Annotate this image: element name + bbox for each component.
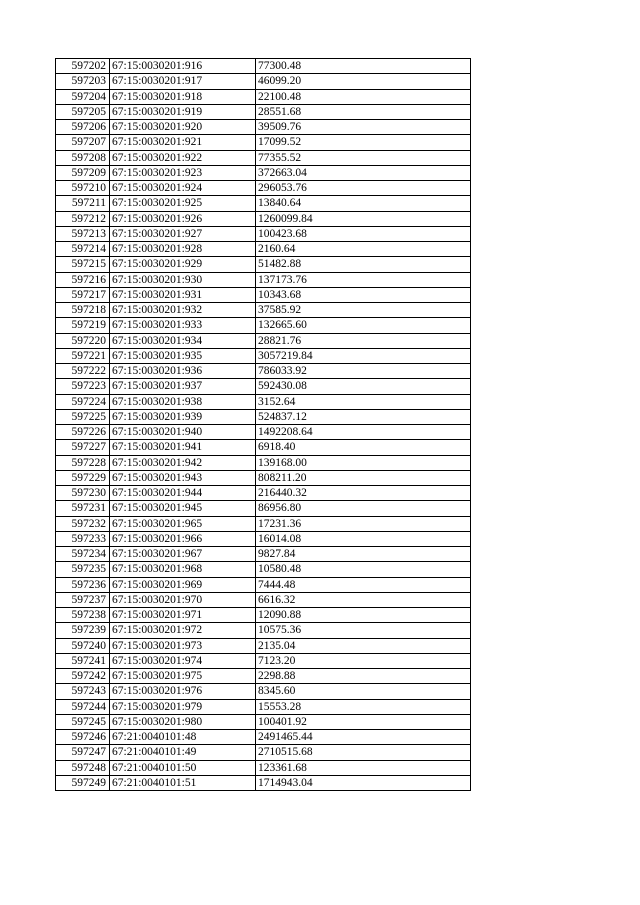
table-row (56, 394, 471, 409)
table-row (56, 455, 471, 470)
table-row (56, 531, 471, 546)
value-cell: 132665.60 (256, 318, 471, 333)
value-cell: 100401.92 (256, 714, 471, 729)
row-id-cell: 597217 (56, 287, 110, 302)
table-row (56, 74, 471, 89)
table-row (56, 318, 471, 333)
table-row (56, 425, 471, 440)
row-id-cell: 597228 (56, 455, 110, 470)
row-id-cell: 597203 (56, 74, 110, 89)
value-cell: 6918.40 (256, 440, 471, 455)
cadastral-number-cell: 67:15:0030201:968 (110, 562, 256, 577)
value-cell: 372663.04 (256, 165, 471, 180)
value-cell: 17099.52 (256, 135, 471, 150)
cadastral-number-cell: 67:15:0030201:973 (110, 638, 256, 653)
cadastral-number-cell: 67:15:0030201:941 (110, 440, 256, 455)
value-cell: 16014.08 (256, 531, 471, 546)
table-row (56, 516, 471, 531)
cadastral-number-cell: 67:15:0030201:920 (110, 120, 256, 135)
cadastral-number-cell: 67:15:0030201:917 (110, 74, 256, 89)
cadastral-number-cell: 67:15:0030201:925 (110, 196, 256, 211)
table-row (56, 211, 471, 226)
value-cell: 2135.04 (256, 638, 471, 653)
table-row (56, 440, 471, 455)
table-row (56, 104, 471, 119)
row-id-cell: 597227 (56, 440, 110, 455)
table-row (56, 89, 471, 104)
table-row (56, 730, 471, 745)
value-cell: 46099.20 (256, 74, 471, 89)
row-id-cell: 597214 (56, 242, 110, 257)
value-cell: 123361.68 (256, 760, 471, 775)
table-row (56, 409, 471, 424)
cadastral-number-cell: 67:15:0030201:924 (110, 181, 256, 196)
table-row (56, 592, 471, 607)
cadastral-number-cell: 67:15:0030201:980 (110, 714, 256, 729)
row-id-cell: 597204 (56, 89, 110, 104)
row-id-cell: 597235 (56, 562, 110, 577)
row-id-cell: 597236 (56, 577, 110, 592)
cadastral-number-cell: 67:15:0030201:926 (110, 211, 256, 226)
cadastral-number-cell: 67:15:0030201:945 (110, 501, 256, 516)
row-id-cell: 597207 (56, 135, 110, 150)
value-cell: 22100.48 (256, 89, 471, 104)
cadastral-number-cell: 67:15:0030201:971 (110, 608, 256, 623)
row-id-cell: 597229 (56, 470, 110, 485)
value-cell: 28551.68 (256, 104, 471, 119)
value-cell: 9827.84 (256, 547, 471, 562)
row-id-cell: 597221 (56, 348, 110, 363)
cadastral-number-cell: 67:21:0040101:50 (110, 760, 256, 775)
cadastral-number-cell: 67:15:0030201:940 (110, 425, 256, 440)
cadastral-number-cell: 67:15:0030201:966 (110, 531, 256, 546)
row-id-cell: 597224 (56, 394, 110, 409)
value-cell: 786033.92 (256, 364, 471, 379)
row-id-cell: 597215 (56, 257, 110, 272)
value-cell: 12090.88 (256, 608, 471, 623)
table-row (56, 242, 471, 257)
value-cell: 51482.88 (256, 257, 471, 272)
table-row (56, 547, 471, 562)
table-row (56, 379, 471, 394)
value-cell: 77300.48 (256, 59, 471, 74)
table-row (56, 760, 471, 775)
value-cell: 86956.80 (256, 501, 471, 516)
value-cell: 13840.64 (256, 196, 471, 211)
row-id-cell: 597239 (56, 623, 110, 638)
cadastral-number-cell: 67:15:0030201:916 (110, 59, 256, 74)
row-id-cell: 597246 (56, 730, 110, 745)
value-cell: 37585.92 (256, 303, 471, 318)
table-row (56, 669, 471, 684)
row-id-cell: 597223 (56, 379, 110, 394)
cadastral-number-cell: 67:21:0040101:48 (110, 730, 256, 745)
row-id-cell: 597225 (56, 409, 110, 424)
table-row (56, 181, 471, 196)
value-cell: 28821.76 (256, 333, 471, 348)
table-row (56, 562, 471, 577)
value-cell: 10580.48 (256, 562, 471, 577)
table-row (56, 623, 471, 638)
row-id-cell: 597226 (56, 425, 110, 440)
value-cell: 1492208.64 (256, 425, 471, 440)
row-id-cell: 597219 (56, 318, 110, 333)
cadastral-number-cell: 67:15:0030201:931 (110, 287, 256, 302)
value-cell: 7123.20 (256, 653, 471, 668)
value-cell: 216440.32 (256, 486, 471, 501)
value-cell: 139168.00 (256, 455, 471, 470)
table-row (56, 364, 471, 379)
cadastral-number-cell: 67:15:0030201:935 (110, 348, 256, 363)
row-id-cell: 597218 (56, 303, 110, 318)
value-cell: 2160.64 (256, 242, 471, 257)
cadastral-number-cell: 67:15:0030201:934 (110, 333, 256, 348)
row-id-cell: 597233 (56, 531, 110, 546)
cadastral-number-cell: 67:15:0030201:976 (110, 684, 256, 699)
row-id-cell: 597220 (56, 333, 110, 348)
cadastral-number-cell: 67:15:0030201:942 (110, 455, 256, 470)
cadastral-number-cell: 67:15:0030201:918 (110, 89, 256, 104)
cadastral-number-cell: 67:15:0030201:967 (110, 547, 256, 562)
row-id-cell: 597206 (56, 120, 110, 135)
row-id-cell: 597234 (56, 547, 110, 562)
cadastral-number-cell: 67:15:0030201:979 (110, 699, 256, 714)
cadastral-number-cell: 67:15:0030201:936 (110, 364, 256, 379)
value-cell: 2298.88 (256, 669, 471, 684)
row-id-cell: 597202 (56, 59, 110, 74)
value-cell: 592430.08 (256, 379, 471, 394)
value-cell: 1260099.84 (256, 211, 471, 226)
row-id-cell: 597208 (56, 150, 110, 165)
cadastral-number-cell: 67:15:0030201:965 (110, 516, 256, 531)
table-row (56, 59, 471, 74)
cadastral-number-cell: 67:15:0030201:937 (110, 379, 256, 394)
value-cell: 296053.76 (256, 181, 471, 196)
value-cell: 100423.68 (256, 226, 471, 241)
cadastral-number-cell: 67:15:0030201:923 (110, 165, 256, 180)
value-cell: 808211.20 (256, 470, 471, 485)
cadastral-number-cell: 67:15:0030201:928 (110, 242, 256, 257)
cadastral-number-cell: 67:15:0030201:922 (110, 150, 256, 165)
row-id-cell: 597212 (56, 211, 110, 226)
table-row (56, 226, 471, 241)
value-cell: 10343.68 (256, 287, 471, 302)
cadastral-value-table (55, 58, 471, 791)
table-row (56, 272, 471, 287)
cadastral-number-cell: 67:15:0030201:932 (110, 303, 256, 318)
row-id-cell: 597232 (56, 516, 110, 531)
table-row (56, 120, 471, 135)
value-cell: 3152.64 (256, 394, 471, 409)
value-cell: 17231.36 (256, 516, 471, 531)
table-row (56, 150, 471, 165)
table-row (56, 653, 471, 668)
row-id-cell: 597209 (56, 165, 110, 180)
cadastral-number-cell: 67:15:0030201:943 (110, 470, 256, 485)
cadastral-number-cell: 67:15:0030201:975 (110, 669, 256, 684)
cadastral-number-cell: 67:15:0030201:974 (110, 653, 256, 668)
value-cell: 7444.48 (256, 577, 471, 592)
cadastral-number-cell: 67:15:0030201:919 (110, 104, 256, 119)
table-row (56, 287, 471, 302)
table-row (56, 501, 471, 516)
table-row (56, 348, 471, 363)
cadastral-number-cell: 67:15:0030201:972 (110, 623, 256, 638)
table-row (56, 333, 471, 348)
cadastral-number-cell: 67:15:0030201:944 (110, 486, 256, 501)
row-id-cell: 597211 (56, 196, 110, 211)
cadastral-number-cell: 67:15:0030201:939 (110, 409, 256, 424)
table-row (56, 775, 471, 790)
value-cell: 1714943.04 (256, 775, 471, 790)
cadastral-number-cell: 67:21:0040101:51 (110, 775, 256, 790)
value-cell: 10575.36 (256, 623, 471, 638)
row-id-cell: 597242 (56, 669, 110, 684)
cadastral-number-cell: 67:15:0030201:969 (110, 577, 256, 592)
row-id-cell: 597205 (56, 104, 110, 119)
table-row (56, 257, 471, 272)
table-row (56, 577, 471, 592)
cadastral-number-cell: 67:15:0030201:930 (110, 272, 256, 287)
row-id-cell: 597240 (56, 638, 110, 653)
row-id-cell: 597248 (56, 760, 110, 775)
cadastral-number-cell: 67:21:0040101:49 (110, 745, 256, 760)
table-row (56, 135, 471, 150)
row-id-cell: 597231 (56, 501, 110, 516)
value-cell: 39509.76 (256, 120, 471, 135)
cadastral-number-cell: 67:15:0030201:927 (110, 226, 256, 241)
row-id-cell: 597247 (56, 745, 110, 760)
table-row (56, 303, 471, 318)
cadastral-number-cell: 67:15:0030201:970 (110, 592, 256, 607)
table-row (56, 699, 471, 714)
row-id-cell: 597249 (56, 775, 110, 790)
table-row (56, 608, 471, 623)
row-id-cell: 597222 (56, 364, 110, 379)
row-id-cell: 597244 (56, 699, 110, 714)
cadastral-number-cell: 67:15:0030201:921 (110, 135, 256, 150)
table-row (56, 745, 471, 760)
row-id-cell: 597216 (56, 272, 110, 287)
cadastral-number-cell: 67:15:0030201:929 (110, 257, 256, 272)
table-row (56, 638, 471, 653)
row-id-cell: 597230 (56, 486, 110, 501)
row-id-cell: 597245 (56, 714, 110, 729)
row-id-cell: 597213 (56, 226, 110, 241)
cadastral-number-cell: 67:15:0030201:938 (110, 394, 256, 409)
cadastral-number-cell: 67:15:0030201:933 (110, 318, 256, 333)
table-row (56, 165, 471, 180)
value-cell: 137173.76 (256, 272, 471, 287)
value-cell: 8345.60 (256, 684, 471, 699)
value-cell: 2710515.68 (256, 745, 471, 760)
row-id-cell: 597243 (56, 684, 110, 699)
table-row (56, 714, 471, 729)
value-cell: 2491465.44 (256, 730, 471, 745)
table-row (56, 196, 471, 211)
row-id-cell: 597237 (56, 592, 110, 607)
row-id-cell: 597238 (56, 608, 110, 623)
row-id-cell: 597210 (56, 181, 110, 196)
table-body (56, 59, 471, 791)
value-cell: 15553.28 (256, 699, 471, 714)
row-id-cell: 597241 (56, 653, 110, 668)
value-cell: 6616.32 (256, 592, 471, 607)
value-cell: 524837.12 (256, 409, 471, 424)
table-row (56, 470, 471, 485)
table-row (56, 486, 471, 501)
value-cell: 77355.52 (256, 150, 471, 165)
table-row (56, 684, 471, 699)
value-cell: 3057219.84 (256, 348, 471, 363)
